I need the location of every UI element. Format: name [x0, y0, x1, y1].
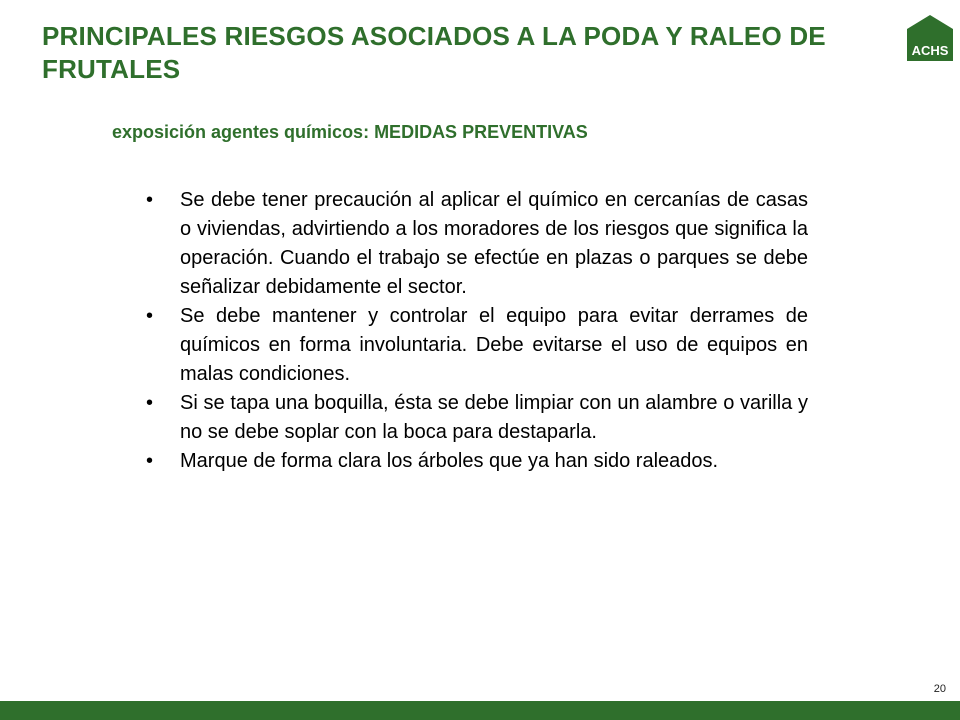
list-item: [146, 186, 808, 302]
bullet-text: Se debe mantener y controlar el equipo para evitar derrames de químicos en forma involuntaria. Debe evitarse el uso de equipos en malas condiciones.: [180, 305, 808, 385]
bullet-marker: •: [146, 189, 154, 211]
bullet-marker: •: [146, 305, 154, 327]
bullet-text: Si se tapa una boquilla, ésta se debe limpiar con un alambre o varilla y no se debe soplar con la boca para destaparla.: [180, 392, 808, 443]
achs-logo-icon: [906, 14, 954, 62]
section-heading: exposición agentes químicos: MEDIDAS PREVENTIVAS: [112, 122, 588, 142]
list-item: [146, 389, 808, 447]
bottom-bar: [0, 701, 960, 720]
bullet-marker: •: [146, 450, 154, 472]
bullet-text: Se debe tener precaución al aplicar el químico en cercanías de casas o viviendas, advirtiendo a los moradores de los riesgos que significa la operación. Cuando el trabajo se efectúe en plazas o parques se debe señalizar debidamente el sector.: [180, 189, 808, 298]
list-item: [146, 447, 808, 476]
slide-title: PRINCIPALES RIESGOS ASOCIADOS A LA PODA Y RALEO DE FRUTALES: [42, 21, 826, 84]
bullet-marker: •: [146, 392, 154, 414]
bullet-text: Marque de forma clara los árboles que ya han sido raleados.: [180, 450, 719, 472]
list-item: [146, 302, 808, 389]
page-number: 20: [933, 683, 946, 695]
logo-text: ACHS: [911, 43, 949, 58]
bullet-list: [146, 186, 808, 476]
